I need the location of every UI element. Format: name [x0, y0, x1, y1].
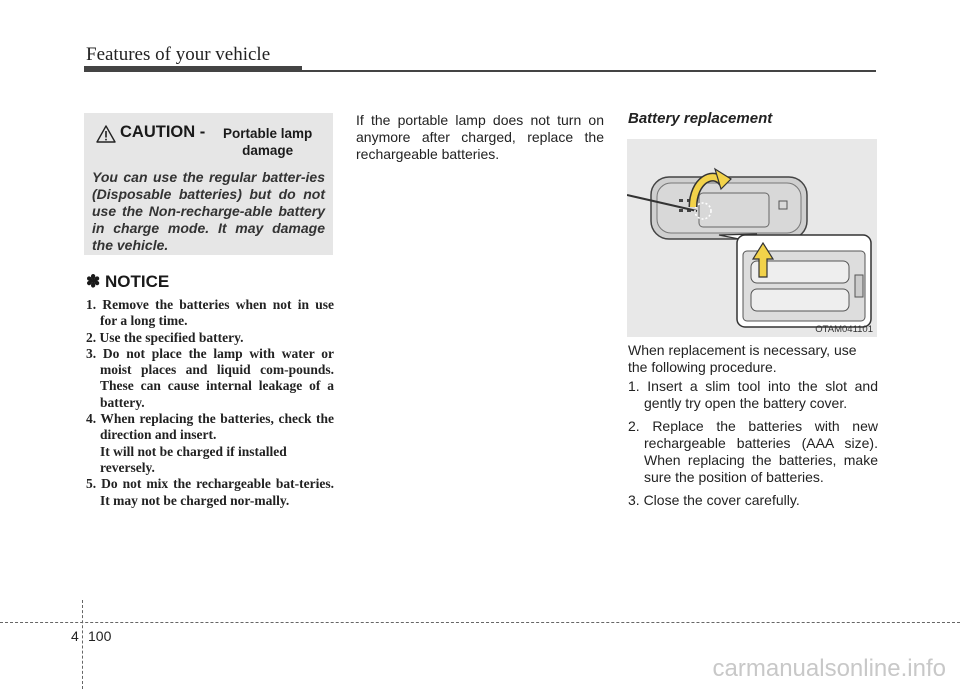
header-rule	[302, 70, 876, 72]
notice-item-continuation: It will not be charged if installed reversely.	[100, 443, 287, 475]
battery-replacement-heading: Battery replacement	[628, 110, 773, 127]
notice-item: 2. Use the specified battery.	[86, 329, 244, 345]
notice-item: 1. Remove the batteries when not in use for a long time.	[86, 297, 334, 329]
page-number: 100	[88, 628, 112, 644]
portable-lamp-illustration	[627, 139, 877, 337]
notice-item: 5. Do not mix the rechargeable bat-teries. It may not be charged nor-mally.	[86, 476, 334, 508]
procedure-intro: When replacement is necessary, use the following procedure.	[628, 342, 857, 375]
chapter-number: 4	[71, 628, 79, 644]
footer-divider	[82, 600, 83, 689]
procedure-step: 1. Insert a slim tool into the slot and gently try open the battery cover.	[628, 378, 878, 411]
warning-triangle-icon	[96, 125, 116, 143]
procedure-step: 2. Replace the batteries with new rechargeable batteries (AAA size). When replacing the batteries, make sure the position of batteries.	[628, 418, 878, 485]
caution-header	[92, 123, 325, 159]
notice-list	[86, 297, 334, 509]
procedure-step: 3. Close the cover carefully.	[628, 492, 800, 508]
footer-rule	[0, 622, 960, 623]
notice-item: 3. Do not place the lamp with water or moist places and liquid com-pounds. These can cause internal leakage of a battery.	[86, 345, 334, 410]
replace-batteries-paragraph: If the portable lamp does not turn on anymore after charged, replace the rechargeable batteries.	[356, 112, 604, 162]
watermark: carmanualsonline.info	[712, 655, 946, 682]
caution-subtitle: Portable lamp damage	[222, 126, 313, 158]
procedure-steps	[628, 378, 878, 515]
battery-replacement-figure	[627, 139, 877, 337]
notice-item: 4. When replacing the batteries, check the direction and insert.	[86, 411, 334, 443]
caution-box	[84, 113, 333, 255]
caution-label: CAUTION -	[120, 123, 206, 141]
caution-body: You can use the regular batter-ies (Disposable batteries) but do not use the Non-recharge-able battery in charge mode. It may damage the vehicle.	[92, 169, 325, 253]
page-header-title: Features of your vehicle	[86, 44, 271, 65]
notice-title: ✽ NOTICE	[86, 272, 170, 291]
header-bar	[84, 66, 302, 72]
figure-code: OTAM041101	[815, 324, 873, 335]
